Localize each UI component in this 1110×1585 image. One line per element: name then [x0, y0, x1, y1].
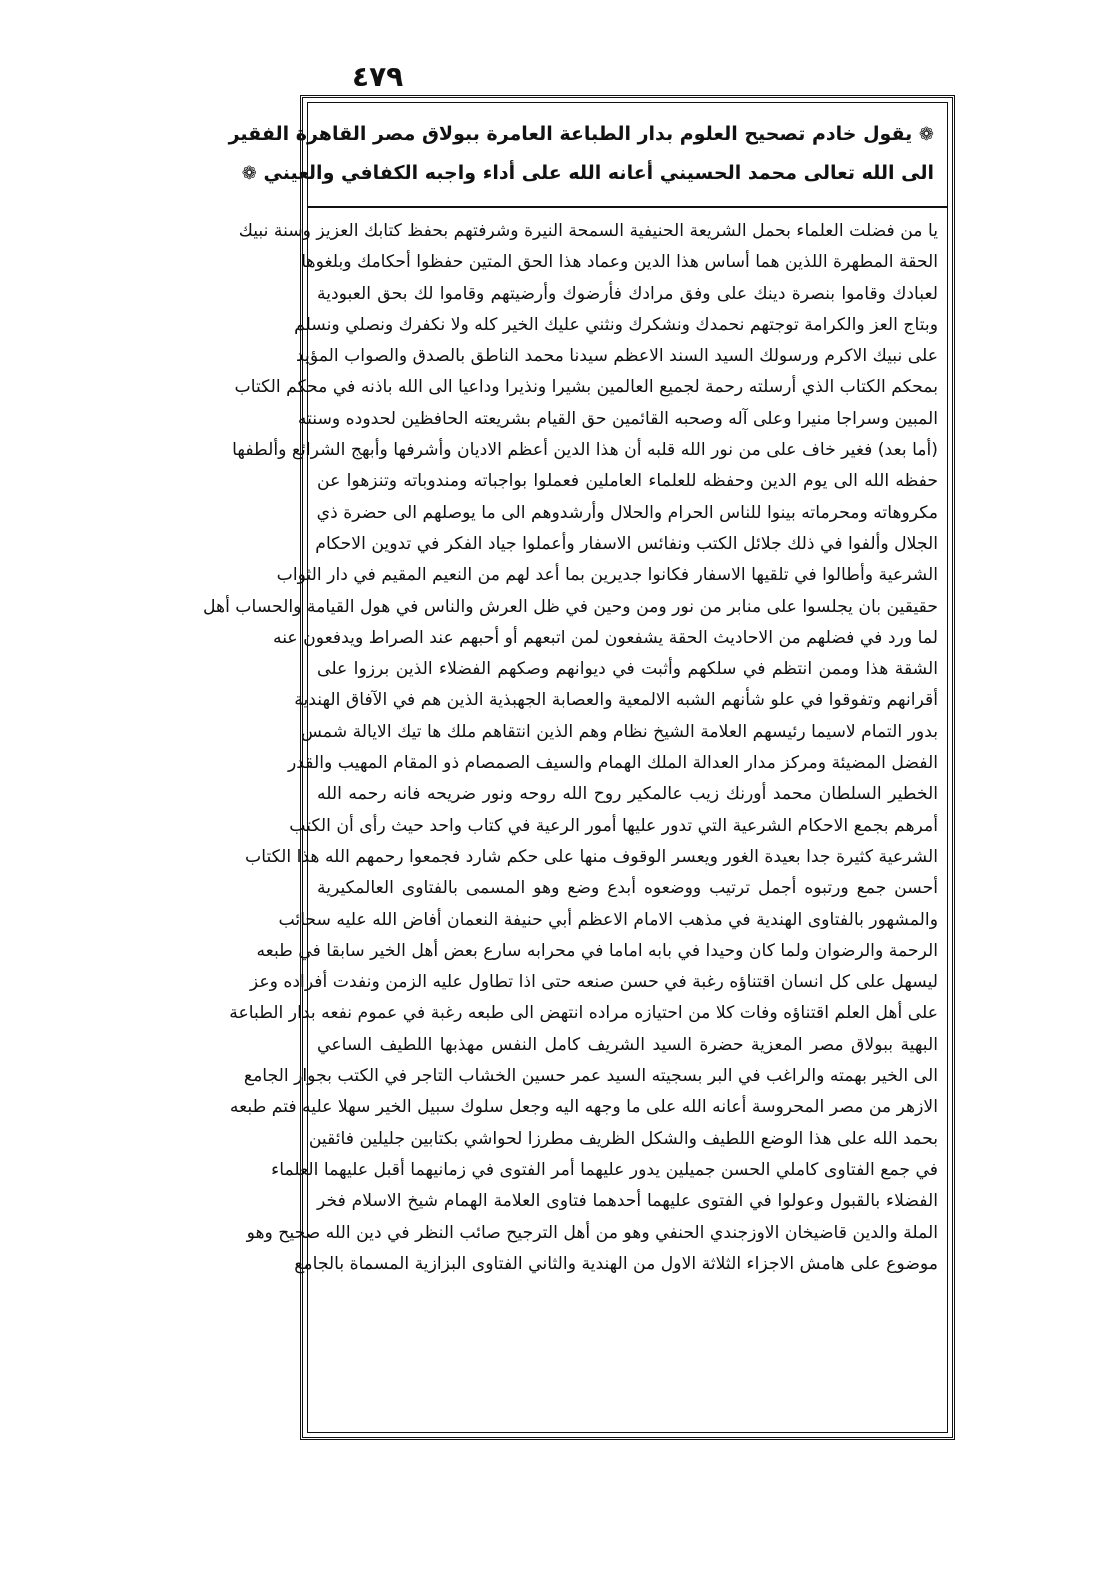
text-line: أقرانهم وتفوقوا في علو شأنهم الشبه الالمعية والعصابة الجهبذية الذين هم في الآفاق الهندية — [294, 690, 938, 711]
text-line: الشرعية وأطالوا في تلقيها الاسفار فكانوا جديرين بما أعد لهم من النعيم المقيم في دار الثواب — [276, 565, 938, 586]
header-line-2-text: الى الله تعالى محمد الحسيني أعانه الله على أداء واجبه الكفافي والعيني — [263, 162, 934, 184]
text-line — [317, 1311, 938, 1342]
header-line-1-text: يقول خادم تصحيح العلوم بدار الطباعة العامرة ببولاق مصر القاهرة الفقير — [228, 123, 913, 145]
text-line: حفظه الله الى يوم الدين وحفظه للعلماء العاملين فعملوا بواجباته ومندوباته وتنزهوا عن — [317, 471, 938, 492]
text-line: أحسن جمع ورتبوه أجمل ترتيب ووضعوه أبدع وضع وهو المسمى بالفتاوى العالمكيرية — [317, 878, 938, 899]
text-line: الجلال وألفوا في ذلك جلائل الكتب ونفائس الاسفار وأعملوا جياد الفكر في تدوين الاحكام — [315, 533, 938, 554]
text-line: الفضلاء بالقبول وعولوا في الفتوى عليهما أحدهما فتاوى العلامة الهمام شيخ الاسلام فخر — [317, 1191, 938, 1212]
text-line: مكروهاته ومحرماته بينوا للناس الحرام والحلال وأرشدوهم الى ما يوصلهم الى حضرة ذي — [316, 502, 938, 523]
text-line: (أما بعد) فغير خاف على من نور الله قلبه أن هذا الدين أعظم الاديان وأشرفها وأبهج الشرائع وألطفها — [232, 440, 938, 461]
text-line — [317, 1405, 938, 1436]
header-line-2 — [241, 159, 934, 188]
header-box — [228, 102, 948, 208]
text-line: يا من فضلت العلماء بحمل الشريعة الحنيفية السمحة النيرة وشرفتهم بحفظ كتابك العزيز وسنة نبيك — [238, 221, 938, 241]
text-line: لعبادك وقاموا بنصرة دينك على وفق مرادك فأرضوك وأرضيتهم وقاموا لك بحق العبودية — [317, 283, 938, 304]
text-line: المبين وسراجا منيرا وعلى آله وصحبه القائمين حق القيام بشريعته الحافظين لحدوده وسنته — [297, 408, 938, 429]
text-line: لما ورد في فضلهم من الاحاديث الحقة يشفعون لمن اتبعهم أو أحبهم عند الصراط ويدفعون عنه — [273, 627, 938, 648]
text-line: الخطير السلطان محمد أورنك زيب عالمكير روح الله روحه ونور ضريحه فانه رحمه الله — [317, 784, 938, 805]
text-line: بدور التمام لاسيما رئيسهم العلامة الشيخ نظام وهم الذين انتقاهم ملك ها تيك الايالة شمس — [300, 721, 938, 742]
text-line — [317, 1343, 938, 1374]
text-line: الحقة المطهرة اللذين هما أساس هذا الدين وعماد هذا الحق المتين حفظوا أحكامك وبلغوها — [301, 252, 938, 273]
ornament-end-icon: ❁ — [241, 163, 257, 184]
text-line: حقيقين بان يجلسوا على منابر من نور ومن وحين في ظل العرش والناس في هول القيامة والحساب أهل — [202, 596, 938, 617]
text-line — [317, 1280, 938, 1311]
text-line: وبتاج العز والكرامة توجتهم نحمدك ونشكرك ونثني عليك الخير كله ولا نكفرك ونصلي ونسلم — [294, 314, 938, 335]
body-text — [202, 216, 944, 1425]
text-line: موضوع على هامش الاجزاء الثلاثة الاول من الهندية والثاني الفتاوى البزازية المسماة بالجامع — [294, 1253, 938, 1274]
text-line: والمشهور بالفتاوى الهندية في مذهب الامام الاعظم أبي حنيفة النعمان أفاض الله عليه سحائب — [278, 909, 938, 930]
text-line: على نبيك الاكرم ورسولك السيد السند الاعظم سيدنا محمد الناطق بالصدق والصواب المؤيد — [296, 346, 938, 367]
text-line: الازهر من مصر المحروسة أعانه الله على ما وجهه اليه وجعل سلوك سبيل الخير سهلا عليه فتم طبعه — [229, 1097, 938, 1118]
page-frame — [202, 95, 955, 1440]
text-line: الرحمة والرضوان ولما كان وحيدا في بابه اماما في محرابه سارع بعض أهل الخير سابقا في طبعه — [256, 940, 938, 961]
text-line: الفضل المضيئة ومركز مدار العدالة الملك الهمام والسيف الصمصام ذو المقام المهيب والقدر — [287, 753, 938, 774]
text-line: على أهل العلم اقتناؤه وفات كلا من احتيازه مراده انتهض الى طبعه رغبة في عموم نفعه بدار الطباعة — [229, 1003, 938, 1024]
text-line: أمرهم بجمع الاحكام الشرعية التي تدور عليها أمور الرعية في كتاب واحد حيث رأى أن الكتب — [289, 815, 938, 836]
ornament-start-icon: ❁ — [918, 124, 934, 145]
text-line: الشرعية كثيرة جدا بعيدة الغور ويعسر الوقوف منها على حكم شارد فجمعوا رحمهم الله هذا الكتاب — [245, 846, 938, 867]
text-line: الملة والدين قاضيخان الاوزجندي الحنفي وهو من أهل الترجيح صائب النظر في دين الله صحيح وهو — [246, 1222, 938, 1243]
text-line: بحمد الله على هذا الوضع اللطيف والشكل الظريف مطرزا لحواشي بكتابين جليلين فائقين — [308, 1128, 938, 1149]
text-line: الشقة هذا وممن انتظم في سلكهم وأثبت في ديوانهم وصكهم الفضلاء الذين برزوا على — [317, 659, 938, 680]
text-line: الى الخير بهمته والراغب في البر بسجيته السيد عمر حسين الخشاب التاجر في الكتب بجوار الجامع — [243, 1066, 938, 1087]
text-line: ليسهل على كل انسان اقتناؤه رغبة في حسن صنعه حتى اذا تطاول عليه الزمن ونفدت أفراده وعز — [249, 972, 938, 993]
text-line: بمحكم الكتاب الذي أرسلته رحمة لجميع العالمين بشيرا ونذيرا وداعيا الى الله باذنه في محكم الكتاب — [234, 377, 938, 398]
text-line — [317, 1374, 938, 1405]
text-line: البهية ببولاق مصر المعزية حضرة السيد الشريف كامل النفس مهذبها اللطيف الساعي — [317, 1034, 938, 1055]
page-number: ٤٧٩ — [352, 60, 404, 93]
header-line-1 — [228, 120, 934, 149]
text-line: في جمع الفتاوى كاملي الحسن جميلين يدور عليهما أمر الفتوى في زمانيهما أقبل عليهما العلماء — [271, 1159, 938, 1180]
